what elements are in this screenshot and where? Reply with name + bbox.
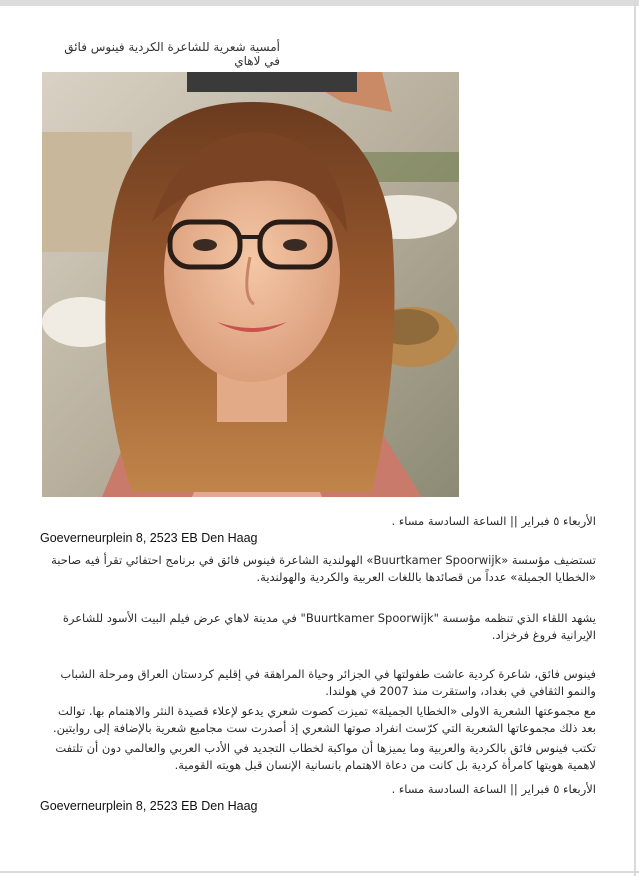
paragraph-works: مع مجموعتها الشعرية الاولى «الخطايا الجميلة» تميزت كصوت شعري يدعو لإعلاء قصيدة النثر والاهتمام بها. توالت بعد ذلك مجموعاتها الشعرية التي كرّست انفراد صوتها الشعري إذ أصدرت ست مجاميع شعرية بالإضافة إلى روايتين. (53, 704, 596, 735)
event-time-repeat: الأربعاء ٥ فبراير || الساعة السادسة مساء . (391, 782, 596, 796)
event-time: الأربعاء ٥ فبراير || الساعة السادسة مساء . (391, 514, 596, 528)
event-address-repeat: Goeverneurplein 8, 2523 EB Den Haag (40, 799, 258, 813)
event-address: Goeverneurplein 8, 2523 EB Den Haag (40, 531, 258, 545)
page-title: أمسية شعرية للشاعرة الكردية فينوس فائق في لاهاي (64, 40, 280, 68)
paragraph-bio: فينوس فائق، شاعرة كردية عاشت طفولتها في الجزائر وحياة المراهقة في إقليم كردستان العراق ومرحلة الشباب والنمو الثقافي في بغداد، واستقرت منذ 2007 في هولندا. (60, 667, 596, 698)
paragraph-style: تكتب فينوس فائق بالكردية والعربية وما يميزها أن مواكبة لخطاب التجديد في الأدب العربي والعالمي دون أن تلتفت لاهمية هويتها كامرأة كردية بل كانت من دعاة الاهتمام بانسانية الإنسان قبل هويته القومية. (55, 741, 596, 772)
bottom-border (0, 871, 639, 873)
paragraph-film: يشهد اللقاء الذي تنظمه مؤسسة "Buurtkamer Spoorwijk" في مدينة لاهاي عرض فيلم البيت الأسود للشاعرة الإيرانية فروغ فرخزاد. (62, 611, 596, 642)
portrait-photo (42, 72, 459, 497)
paragraph-intro: تستضيف مؤسسة «Buurtkamer Spoorwijk» الهولندية الشاعرة فينوس فائق في برنامج احتفائي تقرأ فيه صاحبة «الخطايا الجميلة» عدداً من قصائدها باللغات العربية والكردية والهولندية. (51, 553, 596, 584)
top-border (0, 0, 639, 6)
right-border (634, 0, 636, 876)
